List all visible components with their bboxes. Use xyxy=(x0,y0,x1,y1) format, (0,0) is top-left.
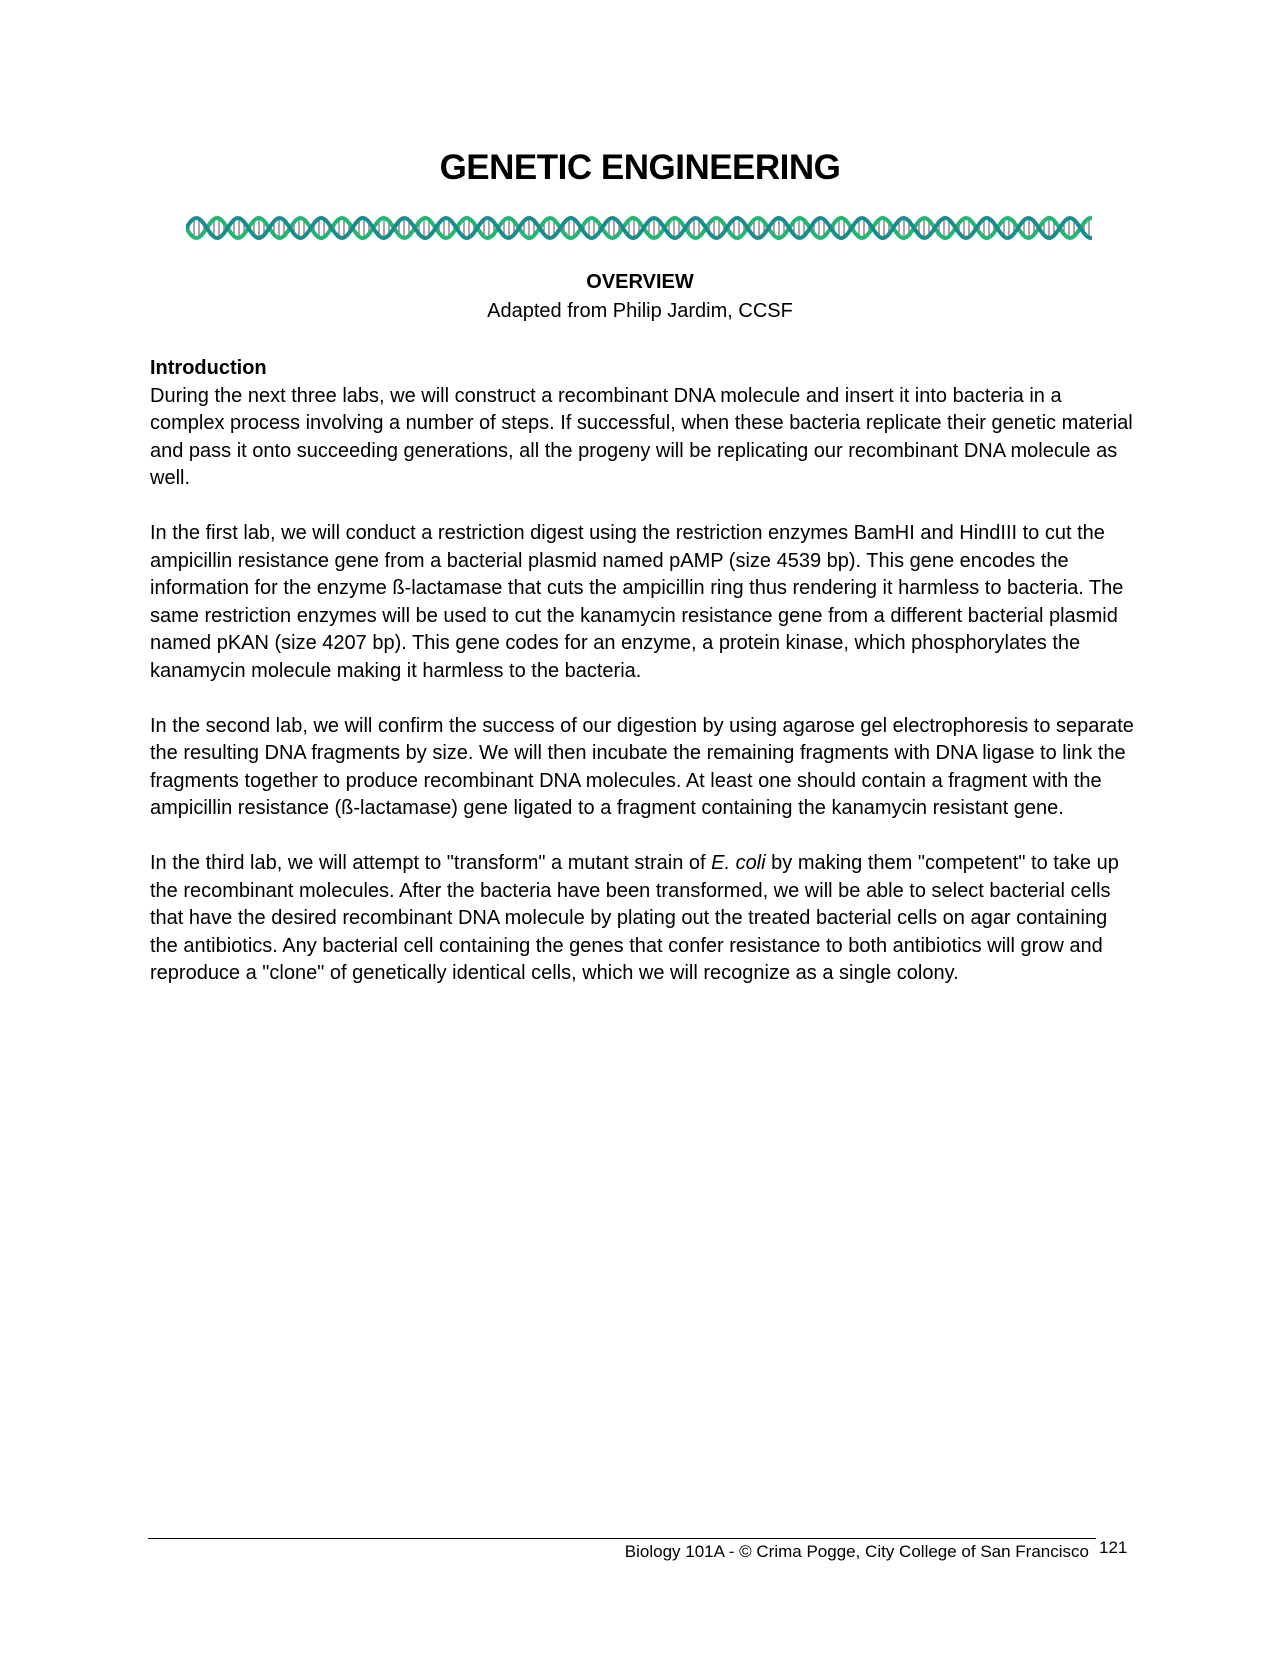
dna-double-helix-icon xyxy=(186,214,1092,242)
species-name: E. coli xyxy=(711,852,766,874)
introduction-section xyxy=(150,355,1140,493)
intro-paragraph-1: During the next three labs, we will construct a recombinant DNA molecule and insert it into bacteria in a complex process involving a number of steps. If successful, when these bacteria replicate their genetic material and pass it onto succeeding generations, all the progeny will be replicating our recombinant DNA molecule as well. xyxy=(150,384,1133,489)
paragraph-4-end: by making them "competent" to take up the recombinant molecules. After the bacteria have been transformed, we will be able to select bacterial cells that have the desired recombinant DNA molecule by plating out the treated bacterial cells on agar containing the antibiotics. Any bacterial cell containing the genes that confer resistance to both antibiotics will grow and reproduce a "clone" of genetically identical cells, which we will recognize as a single colony. xyxy=(150,852,1119,984)
footer-divider xyxy=(148,1538,1096,1539)
overview-attribution: Adapted from Philip Jardim, CCSF xyxy=(487,300,793,322)
intro-paragraph-3: In the second lab, we will confirm the success of our digestion by using agarose gel electrophoresis to separate the resulting DNA fragments by size. We will then incubate the remaining fragments with DNA ligase to link the fragments together to produce recombinant DNA molecules. At least one should contain a fragment with the ampicillin resistance (ß-lactamase) gene ligated to a fragment containing the kanamycin resistant gene. xyxy=(150,714,1134,819)
intro-paragraph-2: In the first lab, we will conduct a restriction digest using the restriction enzymes BamHI and HindIII to cut the ampicillin resistance gene from a bacterial plasmid named pAMP (size 4539 bp). This gene encodes the information for the enzyme ß-lactamase that cuts the ampicillin ring thus rendering it harmless to bacteria. The same restriction enzymes will be used to cut the kanamycin resistance gene from a different bacterial plasmid named pKAN (size 4207 bp). This gene codes for an enzyme, a protein kinase, which phosphorylates the kanamycin molecule making it harmless to the bacteria. xyxy=(150,522,1124,682)
page-title: GENETIC ENGINEERING xyxy=(439,148,841,187)
section-heading: Introduction xyxy=(150,357,267,379)
page-number: 121 xyxy=(1099,1538,1128,1557)
footer-credit: Biology 101A - © Crima Pogge, City College of San Francisco xyxy=(624,1542,1089,1561)
main-content xyxy=(150,355,1140,1015)
paragraph-4-start: In the third lab, we will attempt to "transform" a mutant strain of xyxy=(150,852,712,874)
overview-heading: OVERVIEW xyxy=(586,271,694,293)
intro-paragraph-4 xyxy=(150,850,1140,988)
